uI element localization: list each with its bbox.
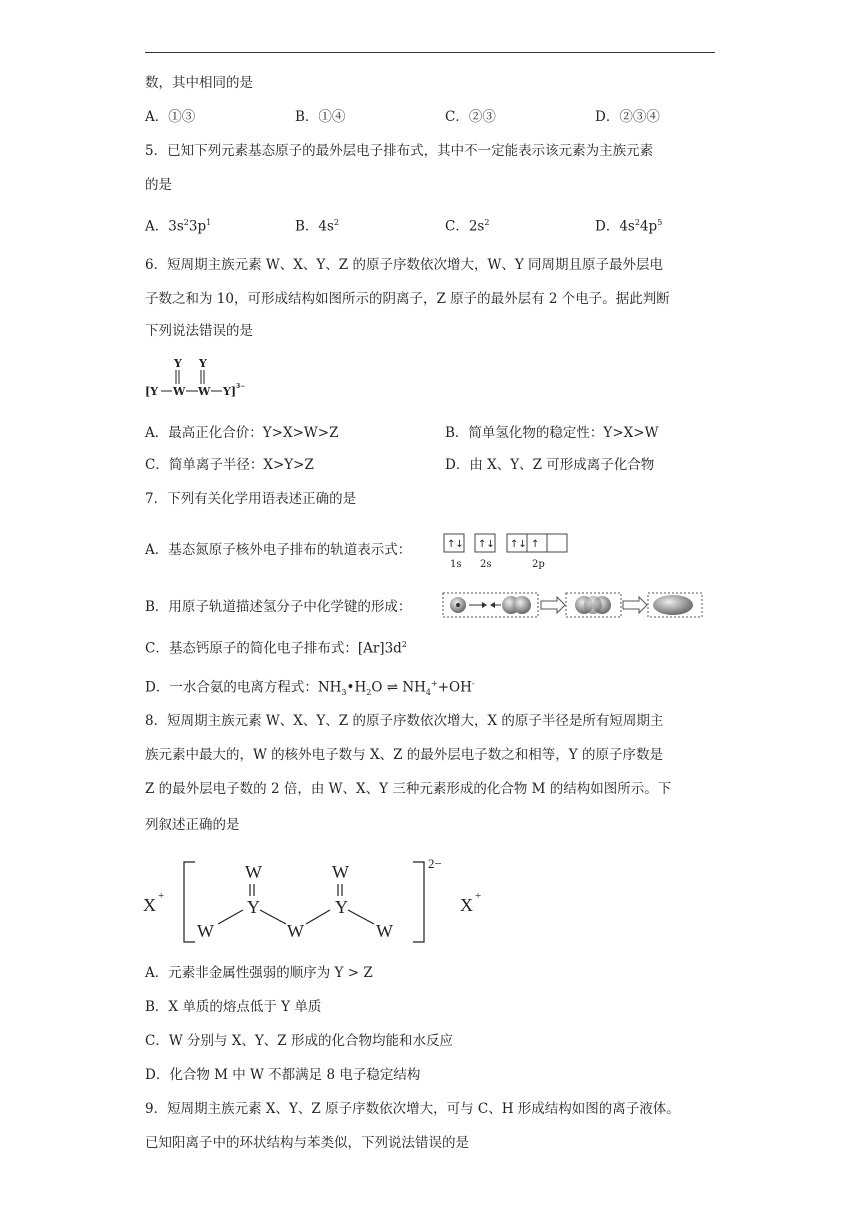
orbital-label-2p: 2p: [532, 559, 545, 570]
q5-option-c: C．$2s^2$: [445, 218, 490, 235]
svg-text:Y]: Y]: [223, 385, 237, 398]
q9-stem-line1: 9．短周期主族元素 X、Y、Z 原子序数依次增大，可与 C、H 形成结构如图的离子液体。: [145, 1101, 680, 1117]
q5-option-a: A．$3s^23p^1$: [145, 218, 212, 235]
q4-option-a: A．①③: [145, 109, 196, 125]
q6-stem-line2: 子数之和为 10，可形成结构如图所示的阴离子，Z 原子的最外层有 2 个电子。据此判断: [145, 291, 670, 307]
nitrogen-orbital-diagram: [443, 533, 573, 573]
q6-option-b: B．简单氢化物的稳定性：Y>X>W: [445, 425, 659, 441]
q6-option-c: C．简单离子半径：X>Y>Z: [145, 457, 314, 473]
q7-option-d: D．一水合氨的电离方程式：$NH_3•H_2O$ ⇌ $NH_4^++OH^-$: [145, 679, 475, 698]
q7-option-a: A．基态氮原子核外电子排布的轨道表示式：: [145, 542, 412, 558]
svg-text:X: X: [460, 895, 473, 915]
svg-text:↑: ↑: [531, 539, 540, 550]
svg-text:2−: 2−: [428, 856, 442, 871]
q7-stem: 7．下列有关化学用语表述正确的是: [145, 491, 357, 507]
q8-option-d: D．化合物 M 中 W 不都满足 8 电子稳定结构: [145, 1067, 421, 1083]
svg-text:W: W: [287, 921, 304, 941]
q5-option-d: D．$4s^24p^5$: [595, 218, 663, 235]
q4-option-d: D．②③④: [595, 109, 660, 125]
svg-text:Y: Y: [174, 357, 182, 370]
svg-text:+: +: [475, 890, 482, 902]
q8-option-c: C．W 分别与 X、Y、Z 形成的化合物均能和水反应: [145, 1033, 453, 1049]
svg-text:X: X: [143, 895, 156, 915]
svg-text:↑↓: ↑↓: [478, 539, 495, 550]
orbital-label-1s: 1s: [450, 559, 462, 570]
svg-text:↑↓: ↑↓: [447, 539, 464, 550]
q5-option-b: B．$4s^2$: [295, 218, 340, 235]
q8-option-a: A．元素非金属性强弱的顺序为 Y > Z: [145, 965, 373, 981]
svg-text:W: W: [173, 385, 186, 398]
q8-option-b: B．X 单质的熔点低于 Y 单质: [145, 999, 322, 1015]
q8-stem-line2: 族元素中最大的，W 的核外电子数与 X、Z 的最外层电子数之和相等，Y 的原子序数是: [145, 747, 663, 763]
q8-compound-m-structure: [140, 850, 500, 950]
q4-continuation: 数，其中相同的是: [145, 75, 253, 91]
q4-option-b: B．①④: [295, 109, 346, 125]
svg-text:↑↓: ↑↓: [510, 539, 527, 550]
q5-stem-line1: 5．已知下列元素基态原子的最外层电子排布式，其中不一定能表示该元素为主族元素: [145, 143, 654, 159]
q6-option-d: D．由 X、Y、Z 可形成离子化合物: [445, 457, 655, 473]
svg-text:Y: Y: [247, 897, 260, 917]
q8-stem-line1: 8．短周期主族元素 W、X、Y、Z 的原子序数依次增大，X 的原子半径是所有短周期主: [145, 713, 664, 729]
q5-stem-line2: 的是: [145, 177, 172, 193]
svg-text:W: W: [197, 921, 214, 941]
svg-text:W: W: [198, 385, 211, 398]
q6-stem-line3: 下列说法错误的是: [145, 323, 253, 339]
svg-text:+: +: [158, 890, 165, 902]
q7-option-b: B．用原子轨道描述氢分子中化学键的形成：: [145, 599, 412, 615]
q6-option-a: A．最高正化合价：Y>X>W>Z: [145, 425, 339, 441]
svg-text:[Y: [Y: [145, 385, 159, 398]
q8-stem-line3: Z 的最外层电子数的 2 倍，由 W、X、Y 三种元素形成的化合物 M 的结构如图所示。下: [145, 781, 672, 797]
svg-text:3−: 3−: [236, 383, 246, 390]
q6-anion-structure: [145, 355, 255, 405]
orbital-label-2s: 2s: [480, 559, 492, 570]
q6-stem-line1: 6．短周期主族元素 W、X、Y、Z 的原子序数依次增大，W、Y 同周期且原子最外层电: [145, 257, 664, 273]
header-rule: [145, 52, 715, 53]
svg-text:Y: Y: [199, 357, 207, 370]
svg-text:W: W: [376, 921, 393, 941]
q9-stem-line2: 已知阳离子中的环状结构与苯类似，下列说法错误的是: [145, 1135, 469, 1151]
svg-text:W: W: [332, 862, 349, 882]
q8-stem-line4: 列叙述正确的是: [145, 817, 240, 833]
svg-text:W: W: [245, 862, 262, 882]
q7-option-c: C．基态钙原子的简化电子排布式：$[Ar]3d^2$: [145, 640, 407, 657]
svg-text:Y: Y: [335, 897, 348, 917]
q4-option-c: C．②③: [445, 109, 496, 125]
h2-bond-formation-diagram: [442, 590, 704, 620]
